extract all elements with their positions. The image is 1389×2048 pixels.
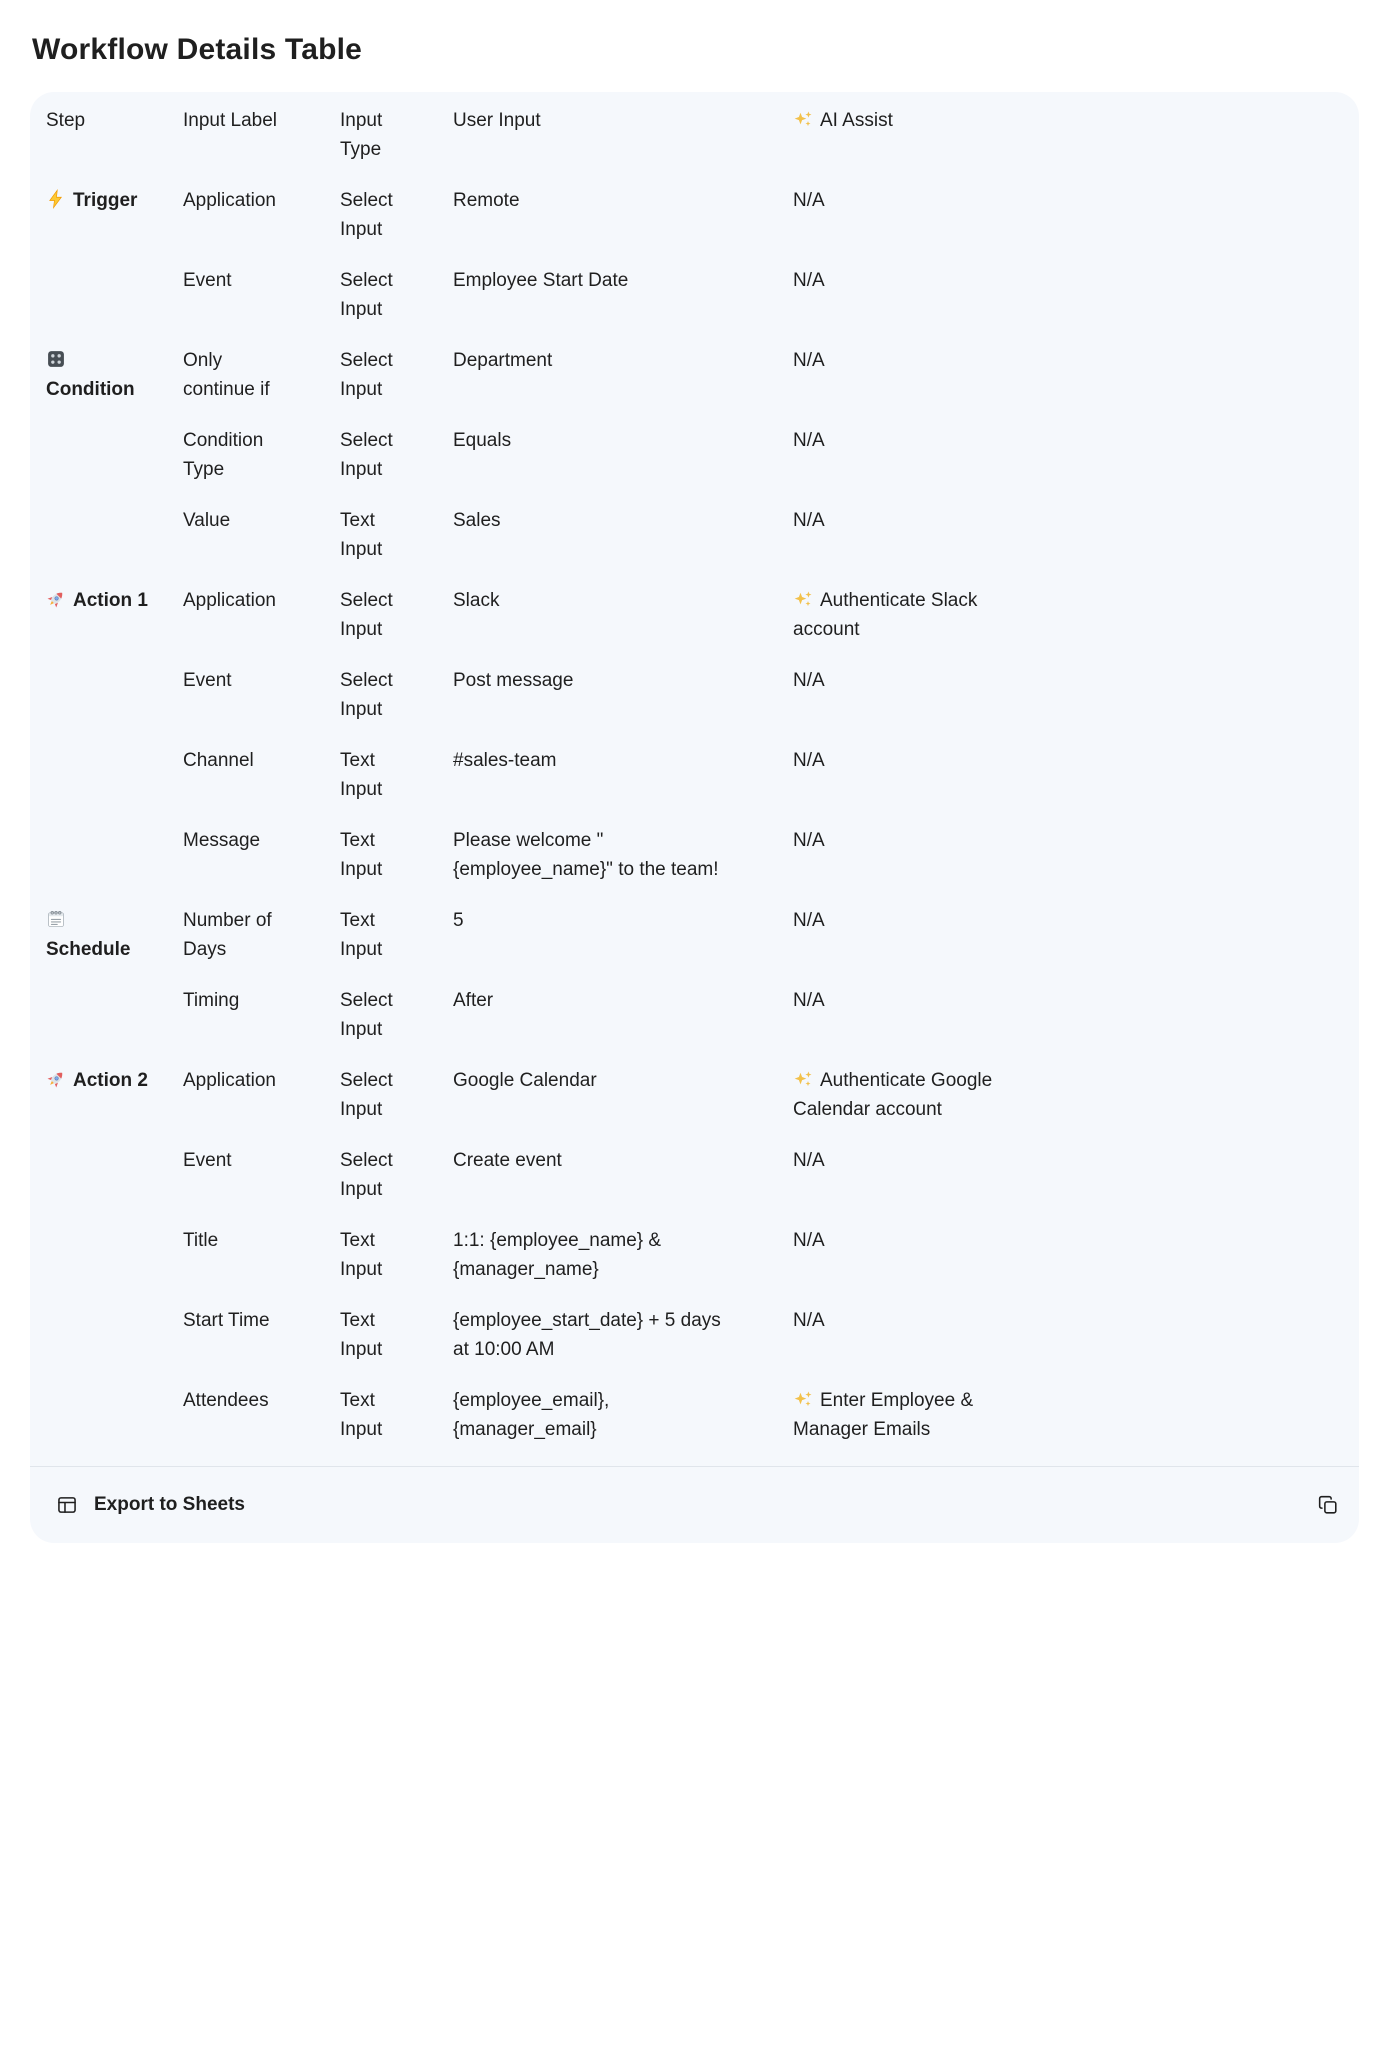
user-input-cell: #sales-team [453, 750, 557, 771]
sparkles-icon [793, 109, 813, 129]
input-type-cell: Select Input [340, 350, 393, 400]
input-type-cell: Select Input [340, 190, 393, 240]
spiral-calendar-icon [46, 909, 66, 929]
input-label-cell: Timing [183, 990, 240, 1011]
user-input-cell: After [453, 990, 494, 1011]
input-label-cell: Application [183, 190, 276, 211]
rocket-icon [46, 1069, 66, 1089]
ai-assist-label: Authenticate Google Calendar account [793, 1070, 993, 1120]
table-row [46, 506, 1343, 586]
user-input-cell: Please welcome "{employee_name}" to the team! [453, 830, 719, 880]
input-type-cell: Text Input [340, 750, 383, 800]
table-icon [56, 1494, 78, 1516]
input-type-cell: Select Input [340, 430, 393, 480]
sparkles-icon [793, 1389, 813, 1409]
table-row [46, 826, 1343, 906]
column-header-user-input [453, 106, 793, 135]
ai-assist-cell [793, 986, 1043, 1015]
ai-assist-label: Authenticate Slack account [793, 590, 978, 640]
step-label: Action 1 [73, 590, 148, 611]
input-type-cell: Text Input [340, 830, 383, 880]
table-row [46, 586, 1343, 666]
ai-assist-label: N/A [793, 510, 825, 531]
control-knobs-icon [46, 349, 66, 369]
input-type-cell: Select Input [340, 1070, 393, 1120]
ai-assist-label: N/A [793, 670, 825, 691]
rocket-icon [46, 589, 66, 609]
input-label-cell: Number of Days [183, 910, 272, 960]
user-input-cell: Equals [453, 430, 512, 451]
ai-assist-cell [793, 426, 1043, 455]
ai-assist-label: N/A [793, 350, 825, 371]
ai-assist-cell [793, 346, 1043, 375]
column-header-input-label [183, 106, 340, 135]
user-input-cell: Create event [453, 1150, 562, 1171]
column-header-label: User Input [453, 110, 541, 131]
user-input-cell: {employee_email}, {manager_email} [453, 1390, 610, 1440]
column-header-label: Step [46, 110, 86, 131]
table-row [46, 186, 1343, 266]
user-input-cell: Department [453, 350, 553, 371]
table-row [46, 426, 1343, 506]
input-type-cell: Text Input [340, 1390, 383, 1440]
copy-button[interactable] [1311, 1488, 1345, 1522]
ai-assist-cell [793, 906, 1043, 935]
ai-assist-label: N/A [793, 750, 825, 771]
user-input-cell: 1:1: {employee_name} & {manager_name} [453, 1230, 662, 1280]
export-to-sheets-label: Export to Sheets [94, 1494, 245, 1515]
ai-assist-label: N/A [793, 1230, 825, 1251]
ai-assist-cell [793, 1226, 1043, 1255]
table-row [46, 666, 1343, 746]
column-header-label: AI Assist [820, 110, 893, 131]
ai-assist-label: Enter Employee & Manager Emails [793, 1390, 974, 1440]
column-header-step [46, 106, 183, 135]
input-type-cell: Text Input [340, 910, 383, 960]
step-cell [46, 586, 183, 615]
user-input-cell: Post message [453, 670, 574, 691]
export-to-sheets-button[interactable] [56, 1494, 245, 1516]
ai-assist-label: N/A [793, 430, 825, 451]
table-row [46, 1226, 1343, 1306]
ai-assist-cell [793, 586, 1043, 644]
user-input-cell: Slack [453, 590, 500, 611]
input-label-cell: Value [183, 510, 231, 531]
ai-assist-cell [793, 1386, 1043, 1444]
table-row [46, 1066, 1343, 1146]
user-input-cell: Employee Start Date [453, 270, 629, 291]
table-row [46, 266, 1343, 346]
ai-assist-cell [793, 506, 1043, 535]
input-label-cell: Attendees [183, 1390, 269, 1411]
input-label-cell: Event [183, 1150, 232, 1171]
step-cell [46, 906, 183, 964]
input-label-cell: Application [183, 590, 276, 611]
input-label-cell: Title [183, 1230, 219, 1251]
column-header-label: Input Type [340, 110, 383, 160]
user-input-cell: Remote [453, 190, 520, 211]
ai-assist-cell [793, 826, 1043, 855]
column-header-ai-assist [793, 106, 1043, 135]
step-label: Condition [46, 379, 135, 400]
page-title: Workflow Details Table [32, 33, 363, 66]
ai-assist-label: N/A [793, 830, 825, 851]
ai-assist-cell [793, 266, 1043, 295]
table-row [46, 986, 1343, 1066]
step-label: Action 2 [73, 1070, 148, 1091]
table-footer [30, 1467, 1359, 1543]
input-label-cell: Channel [183, 750, 254, 771]
column-header-label: Input Label [183, 110, 278, 131]
step-cell [46, 346, 183, 404]
ai-assist-cell [793, 1306, 1043, 1335]
table-row [46, 346, 1343, 426]
ai-assist-label: N/A [793, 910, 825, 931]
ai-assist-cell [793, 186, 1043, 215]
step-label: Trigger [73, 190, 138, 211]
input-label-cell: Only continue if [183, 350, 270, 400]
ai-assist-cell [793, 666, 1043, 695]
user-input-cell: {employee_start_date} + 5 days at 10:00 AM [453, 1310, 721, 1360]
zap-icon [46, 189, 66, 209]
ai-assist-cell [793, 1146, 1043, 1175]
input-label-cell: Condition Type [183, 430, 264, 480]
input-type-cell: Text Input [340, 1310, 383, 1360]
copy-icon [1317, 1494, 1339, 1516]
ai-assist-label: N/A [793, 270, 825, 291]
column-header-input-type [340, 106, 453, 164]
ai-assist-cell [793, 1066, 1043, 1124]
ai-assist-cell [793, 746, 1043, 775]
step-cell [46, 1066, 183, 1095]
user-input-cell: Sales [453, 510, 501, 531]
workflow-table [30, 92, 1359, 1466]
workflow-details-card [30, 92, 1359, 1543]
input-label-cell: Event [183, 670, 232, 691]
user-input-cell: 5 [453, 910, 464, 931]
table-header-row [46, 106, 1343, 186]
table-row [46, 746, 1343, 826]
input-type-cell: Text Input [340, 1230, 383, 1280]
step-cell [46, 186, 183, 215]
step-label: Schedule [46, 939, 131, 960]
input-type-cell: Select Input [340, 670, 393, 720]
input-type-cell: Select Input [340, 1150, 393, 1200]
input-label-cell: Message [183, 830, 261, 851]
user-input-cell: Google Calendar [453, 1070, 597, 1091]
input-label-cell: Application [183, 1070, 276, 1091]
table-row [46, 1386, 1343, 1466]
input-label-cell: Event [183, 270, 232, 291]
input-type-cell: Select Input [340, 590, 393, 640]
input-label-cell: Start Time [183, 1310, 270, 1331]
sparkles-icon [793, 1069, 813, 1089]
sparkles-icon [793, 589, 813, 609]
ai-assist-label: N/A [793, 990, 825, 1011]
table-row [46, 906, 1343, 986]
input-type-cell: Select Input [340, 990, 393, 1040]
ai-assist-label: N/A [793, 1150, 825, 1171]
ai-assist-label: N/A [793, 1310, 825, 1331]
input-type-cell: Text Input [340, 510, 383, 560]
table-row [46, 1146, 1343, 1226]
table-row [46, 1306, 1343, 1386]
ai-assist-label: N/A [793, 190, 825, 211]
input-type-cell: Select Input [340, 270, 393, 320]
